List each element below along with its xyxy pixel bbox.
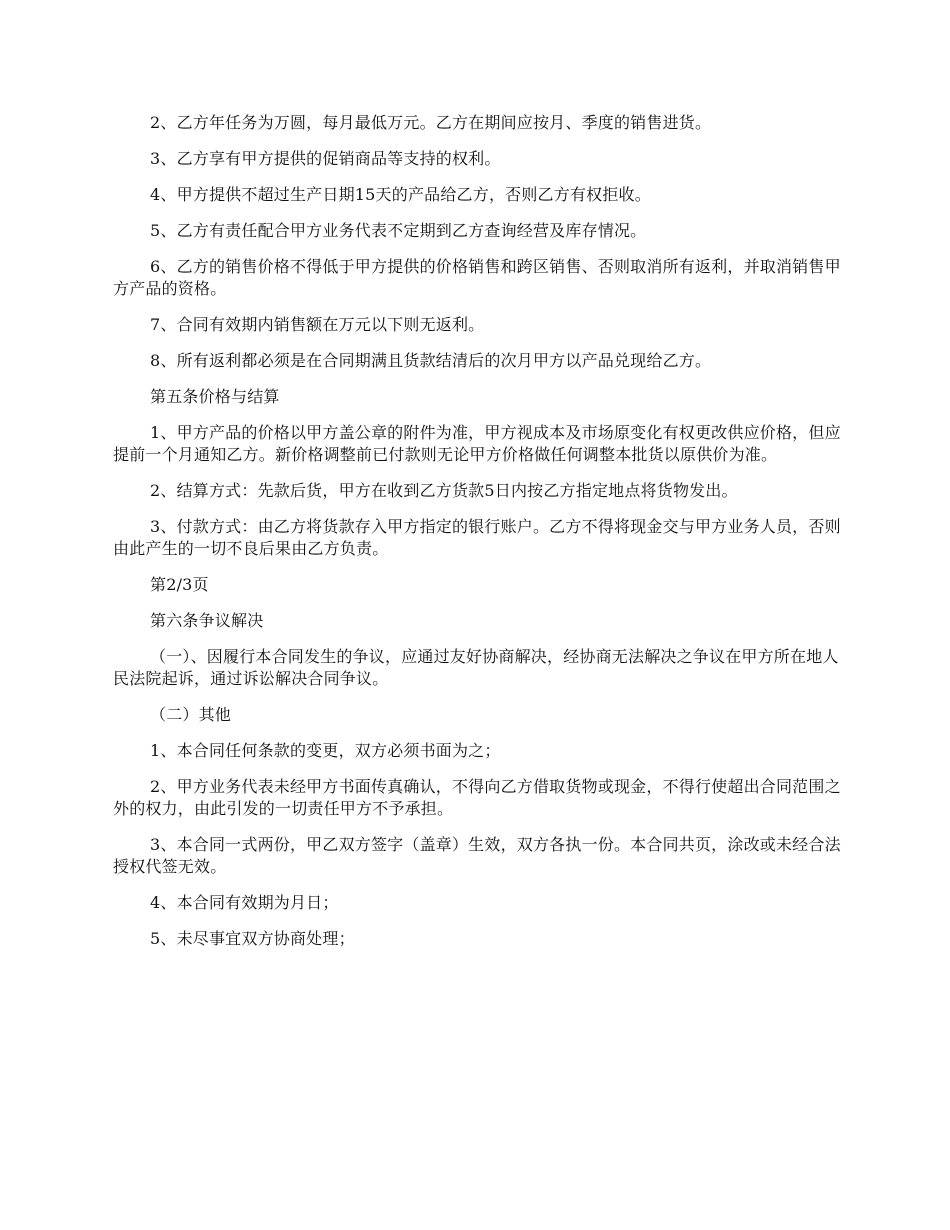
clause-2-annual-target: 2、乙方年任务为万圆，每月最低万元。乙方在期间应按月、季度的销售进货。 <box>150 113 712 132</box>
section-heading-dispute: 第六条争议解决 <box>150 611 264 630</box>
price-clause-3-payment: 3、付款方式：由乙方将货款存入甲方指定的银行账户。乙方不得将现金交与甲方业务人员，否则由此产生的一切不良后果由乙方负责。 <box>113 517 841 558</box>
clause-7-no-rebate: 7、合同有效期内销售额在万元以下则无返利。 <box>150 315 485 334</box>
section-heading-price-settlement: 第五条价格与结算 <box>150 387 280 406</box>
dispute-clause-1: （一）、因履行本合同发生的争议，应通过友好协商解决，经协商无法解决之争议在甲方所在地人民法院起诉，通过诉讼解决合同争议。 <box>113 647 839 688</box>
other-clause-3: 3、本合同一式两份，甲乙双方签字（盖章）生效，双方各执一份。本合同共页，涂改或未经合法授权代签无效。 <box>113 835 841 876</box>
clause-8-rebate-payment: 8、所有返利都必须是在合同期满且货款结清后的次月甲方以产品兑现给乙方。 <box>150 351 712 370</box>
clause-4-production-date: 4、甲方提供不超过生产日期15天的产品给乙方，否则乙方有权拒收。 <box>150 185 651 204</box>
price-clause-2-settlement: 2、结算方式：先款后货，甲方在收到乙方货款5日内按乙方指定地点将货物发出。 <box>150 481 738 500</box>
clause-6-pricing-restriction: 6、乙方的销售价格不得低于甲方提供的价格销售和跨区销售、否则取消所有返利，并取消销售甲方产品的资格。 <box>113 257 841 298</box>
price-clause-1: 1、甲方产品的价格以甲方盖公章的附件为准，甲方视成本及市场原变化有权更改供应价格，但应提前一个月通知乙方。新价格调整前已付款则无论甲方价格做任何调整本批货以原供价为准。 <box>113 423 841 464</box>
clause-3-promotion-rights: 3、乙方享有甲方提供的促销商品等支持的权利。 <box>150 149 501 168</box>
page-number: 第2/3页 <box>150 575 209 594</box>
section-heading-other: （二）其他 <box>150 705 232 724</box>
other-clause-4: 4、本合同有效期为月日； <box>150 893 339 912</box>
other-clause-1: 1、本合同任何条款的变更，双方必须书面为之； <box>150 741 501 760</box>
document-page <box>113 112 843 950</box>
other-clause-5: 5、未尽事宜双方协商处理； <box>150 929 355 948</box>
clause-5-inspection: 5、乙方有责任配合甲方业务代表不定期到乙方查询经营及库存情况。 <box>150 221 647 240</box>
other-clause-2: 2、甲方业务代表未经甲方书面传真确认，不得向乙方借取货物或现金，不得行使超出合同范围之外的权力，由此引发的一切责任甲方不予承担。 <box>113 777 841 818</box>
